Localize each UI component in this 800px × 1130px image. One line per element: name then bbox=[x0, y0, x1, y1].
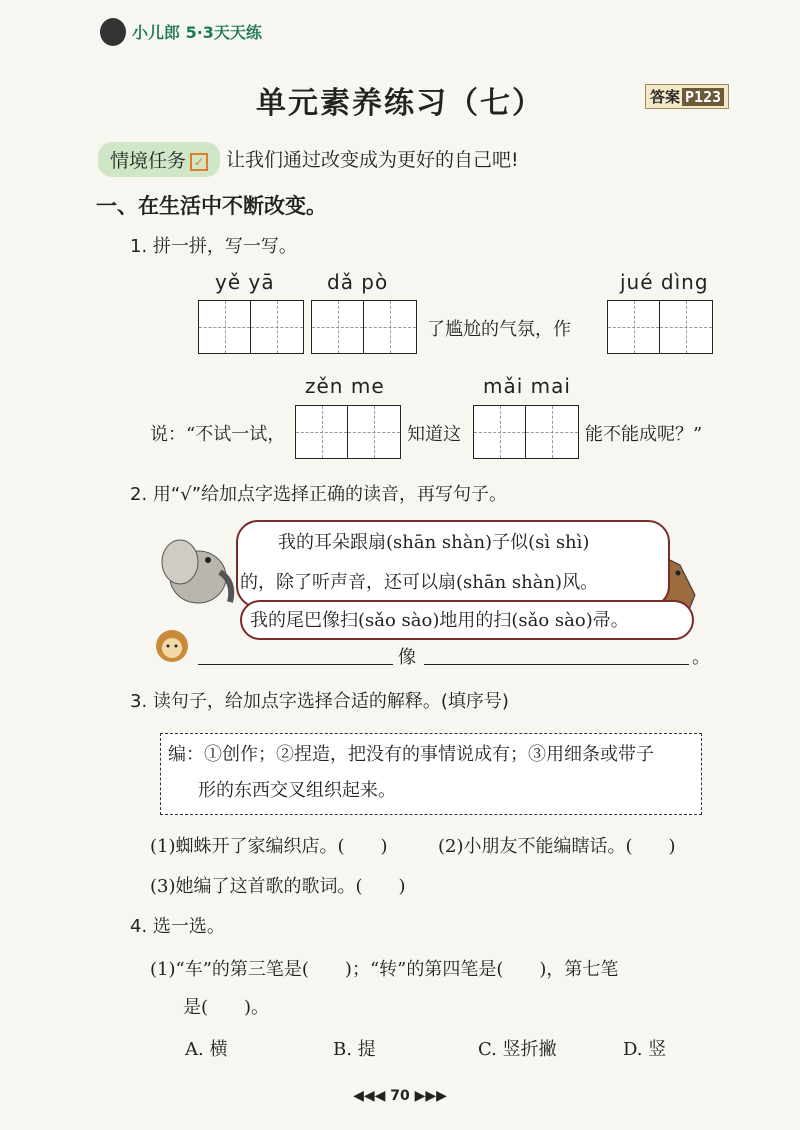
page-number: ◀◀◀ 70 ▶▶▶ bbox=[353, 1088, 447, 1104]
question-2-label: 2. 用“√”给加点字选择正确的读音，再写句子。 bbox=[130, 484, 508, 505]
answer-label: 答案 bbox=[650, 88, 681, 106]
check-icon: ✓ bbox=[190, 153, 208, 171]
question-3-label: 3. 读句子，给加点字选择合适的解释。(填序号) bbox=[130, 691, 509, 712]
q1-text-3: 知道这 bbox=[407, 424, 461, 445]
answer-grid-yeya[interactable] bbox=[198, 300, 304, 354]
page-title: 单元素养练习（七） bbox=[256, 86, 544, 121]
pinyin-maimai: mǎi mai bbox=[483, 374, 571, 398]
q2-write-mid: 像 bbox=[398, 647, 416, 668]
elephant-illustration bbox=[150, 522, 240, 612]
q4-line-1: (1)“车”的第三笔是( )；“转”的第四笔是( )，第七笔 bbox=[150, 959, 619, 980]
option-d[interactable]: D. 竖 bbox=[623, 1039, 667, 1060]
q3-definition-1: 编：①创作；②捏造，把没有的事情说成有；③用细条或带子 bbox=[168, 744, 654, 765]
task-badge bbox=[98, 142, 220, 177]
option-a[interactable]: A. 横 bbox=[185, 1039, 228, 1060]
q3-item-2: (2)小朋友不能编瞎话。( ) bbox=[438, 836, 676, 857]
q1-text-2: 说：“不试一试， bbox=[150, 424, 286, 445]
q1-text-4: 能不能成呢？” bbox=[585, 424, 703, 445]
question-1-label: 1. 拼一拼，写一写。 bbox=[130, 236, 297, 257]
pinyin-yeya: yě yā bbox=[215, 270, 275, 294]
answer-grid-zenme[interactable] bbox=[295, 405, 401, 459]
q3-item-1: (1)蜘蛛开了家编织店。( ) bbox=[150, 836, 388, 857]
answer-grid-maimai[interactable] bbox=[473, 405, 579, 459]
option-c[interactable]: C. 竖折撇 bbox=[478, 1039, 557, 1060]
task-badge-label: 情境任务 bbox=[110, 150, 187, 172]
q2-write-end: 。 bbox=[692, 647, 710, 668]
question-4-label: 4. 选一选。 bbox=[130, 916, 225, 937]
q3-item-3: (3)她编了这首歌的歌词。( ) bbox=[150, 876, 406, 897]
pinyin-dapo: dǎ pò bbox=[327, 270, 389, 294]
pinyin-jueding: jué dìng bbox=[620, 270, 709, 294]
q2-line-2: 的，除了听声音，还可以扇(shān shàn)风。 bbox=[240, 572, 599, 593]
section-heading: 一、在生活中不断改变。 bbox=[96, 194, 327, 218]
answer-line-right[interactable] bbox=[424, 644, 689, 665]
q4-line-2: 是( )。 bbox=[183, 997, 270, 1018]
answer-line-left[interactable] bbox=[198, 644, 393, 665]
answer-grid-dapo[interactable] bbox=[311, 300, 417, 354]
brand-logo: 小儿郎 5·3天天练 bbox=[132, 23, 262, 42]
q2-line-3: 我的尾巴像扫(sǎo sào)地用的扫(sǎo sào)帚。 bbox=[250, 610, 629, 631]
lion-icon bbox=[152, 628, 192, 664]
q1-text-1: 了尴尬的气氛，作 bbox=[427, 319, 571, 340]
task-text: 让我们通过改变成为更好的自己吧! bbox=[226, 149, 519, 171]
option-b[interactable]: B. 提 bbox=[333, 1039, 376, 1060]
answer-page: P123 bbox=[682, 88, 724, 106]
pinyin-zenme: zěn me bbox=[305, 374, 385, 398]
q2-line-1: 我的耳朵跟扇(shān shàn)子似(sì shì) bbox=[278, 532, 590, 553]
answer-grid-jueding[interactable] bbox=[607, 300, 713, 354]
q3-definition-2: 形的东西交叉组织起来。 bbox=[198, 780, 396, 801]
boy-mascot-icon bbox=[100, 18, 126, 46]
answer-badge bbox=[645, 84, 729, 109]
